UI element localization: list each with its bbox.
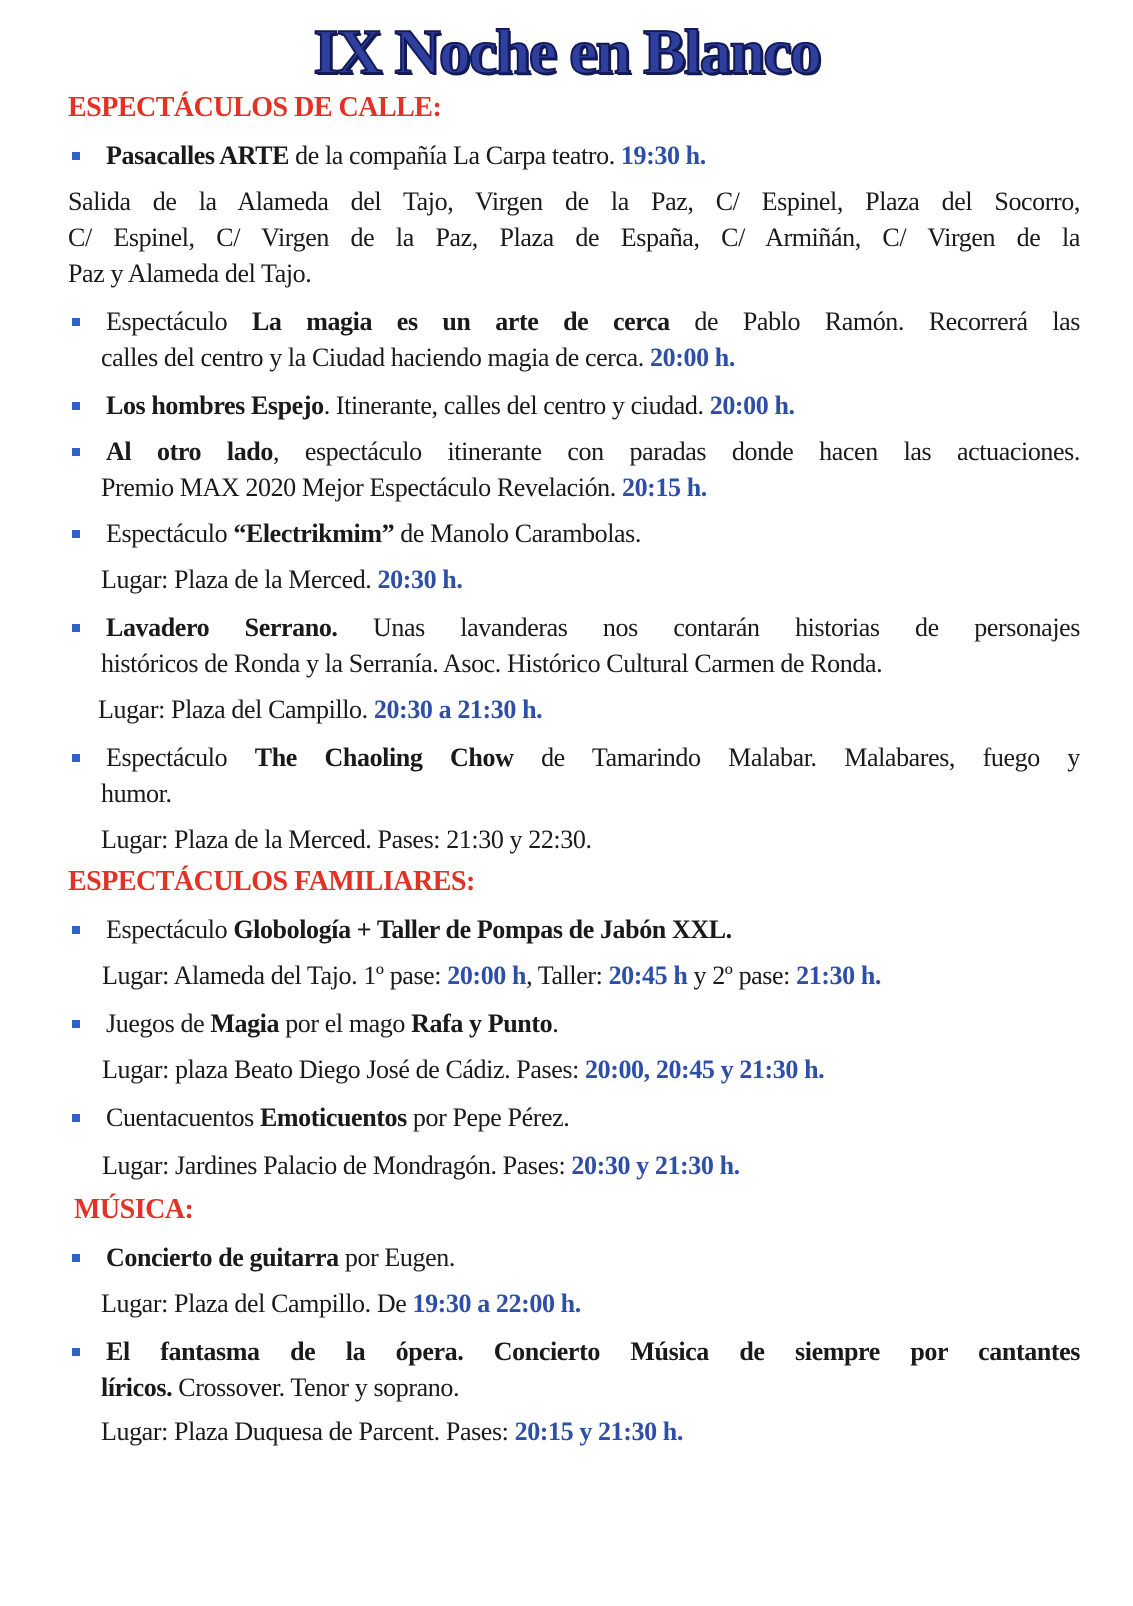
list-item-chaoling: Espectáculo The Chaoling Chow de Tamarindo Malabar. Malabares, fuego y humor. (101, 743, 1080, 808)
location-juegos-magia: Lugar: plaza Beato Diego José de Cádiz. Pases: 20:00, 20:45 y 21:30 h. (102, 1055, 825, 1084)
list-item-globologia: Espectáculo Globología + Taller de Pompas de Jabón XXL. (106, 915, 732, 944)
location-lavadero: Lugar: Plaza del Campillo. 20:30 a 21:30 h. (98, 695, 543, 724)
list-item-concierto-guitarra: Concierto de guitarra por Eugen. (106, 1243, 455, 1272)
page-title: IX Noche en Blanco (313, 16, 820, 87)
section-heading-familiares: ESPECTÁCULOS FAMILIARES: (68, 866, 475, 897)
bullet-icon (72, 1254, 80, 1262)
location-concierto-guitarra: Lugar: Plaza del Campillo. De 19:30 a 22:00 h. (101, 1289, 581, 1318)
route-paragraph: Salida de la Alameda del Tajo, Virgen de la Paz, C/ Espinel, Plaza del Socorro, C/ Espinel, C/ Virgen de la Paz, Plaza de España, C/ Armiñán, C/ Virgen de la Paz y Alameda del Tajo. (68, 187, 1080, 288)
bullet-icon (72, 402, 80, 410)
list-item-juegos-magia: Juegos de Magia por el mago Rafa y Punto. (106, 1009, 559, 1038)
list-item-hombres-espejo: Los hombres Espejo. Itinerante, calles del centro y ciudad. 20:00 h. (106, 391, 795, 420)
bullet-icon (72, 926, 80, 934)
bullet-icon (72, 754, 80, 762)
bullet-icon (72, 152, 80, 160)
list-item-pasacalles: Pasacalles ARTE de la compañía La Carpa teatro. 19:30 h. (106, 141, 706, 170)
bullet-icon (72, 624, 80, 632)
location-cuentacuentos: Lugar: Jardines Palacio de Mondragón. Pases: 20:30 y 21:30 h. (102, 1151, 740, 1180)
bullet-icon (72, 1114, 80, 1122)
location-chaoling: Lugar: Plaza de la Merced. Pases: 21:30 y 22:30. (101, 825, 592, 854)
location-fantasma-opera: Lugar: Plaza Duquesa de Parcent. Pases: 20:15 y 21:30 h. (101, 1417, 683, 1446)
bullet-icon (72, 530, 80, 538)
list-item-fantasma-opera: El fantasma de la ópera. Concierto Música de siempre por cantantes líricos. Crossover. Tenor y soprano. (101, 1337, 1080, 1402)
list-item-otro-lado: Al otro lado, espectáculo itinerante con paradas donde hacen las actuaciones. Premio MAX 2020 Mejor Espectáculo Revelación. 20:15 h. (101, 437, 1080, 502)
bullet-icon (72, 448, 80, 456)
bullet-icon (72, 318, 80, 326)
location-globologia: Lugar: Alameda del Tajo. 1º pase: 20:00 h, Taller: 20:45 h y 2º pase: 21:30 h. (102, 961, 882, 990)
section-heading-musica: MÚSICA: (74, 1194, 194, 1225)
list-item-lavadero: Lavadero Serrano. Unas lavanderas nos contarán historias de personajes históricos de Ronda y la Serranía. Asoc. Histórico Cultural Carmen de Ronda. (101, 613, 1080, 678)
list-item-electrikmim: Espectáculo “Electrikmim” de Manolo Carambolas. (106, 519, 641, 548)
bullet-icon (72, 1348, 80, 1356)
bullet-icon (72, 1020, 80, 1028)
section-heading-calle: ESPECTÁCULOS DE CALLE: (68, 92, 442, 123)
location-electrikmim: Lugar: Plaza de la Merced. 20:30 h. (101, 565, 463, 594)
list-item-cuentacuentos: Cuentacuentos Emoticuentos por Pepe Pérez. (106, 1103, 570, 1132)
list-item-magia-cerca: Espectáculo La magia es un arte de cerca de Pablo Ramón. Recorrerá las calles del centro y la Ciudad haciendo magia de cerca. 20:00 h. (101, 307, 1080, 372)
